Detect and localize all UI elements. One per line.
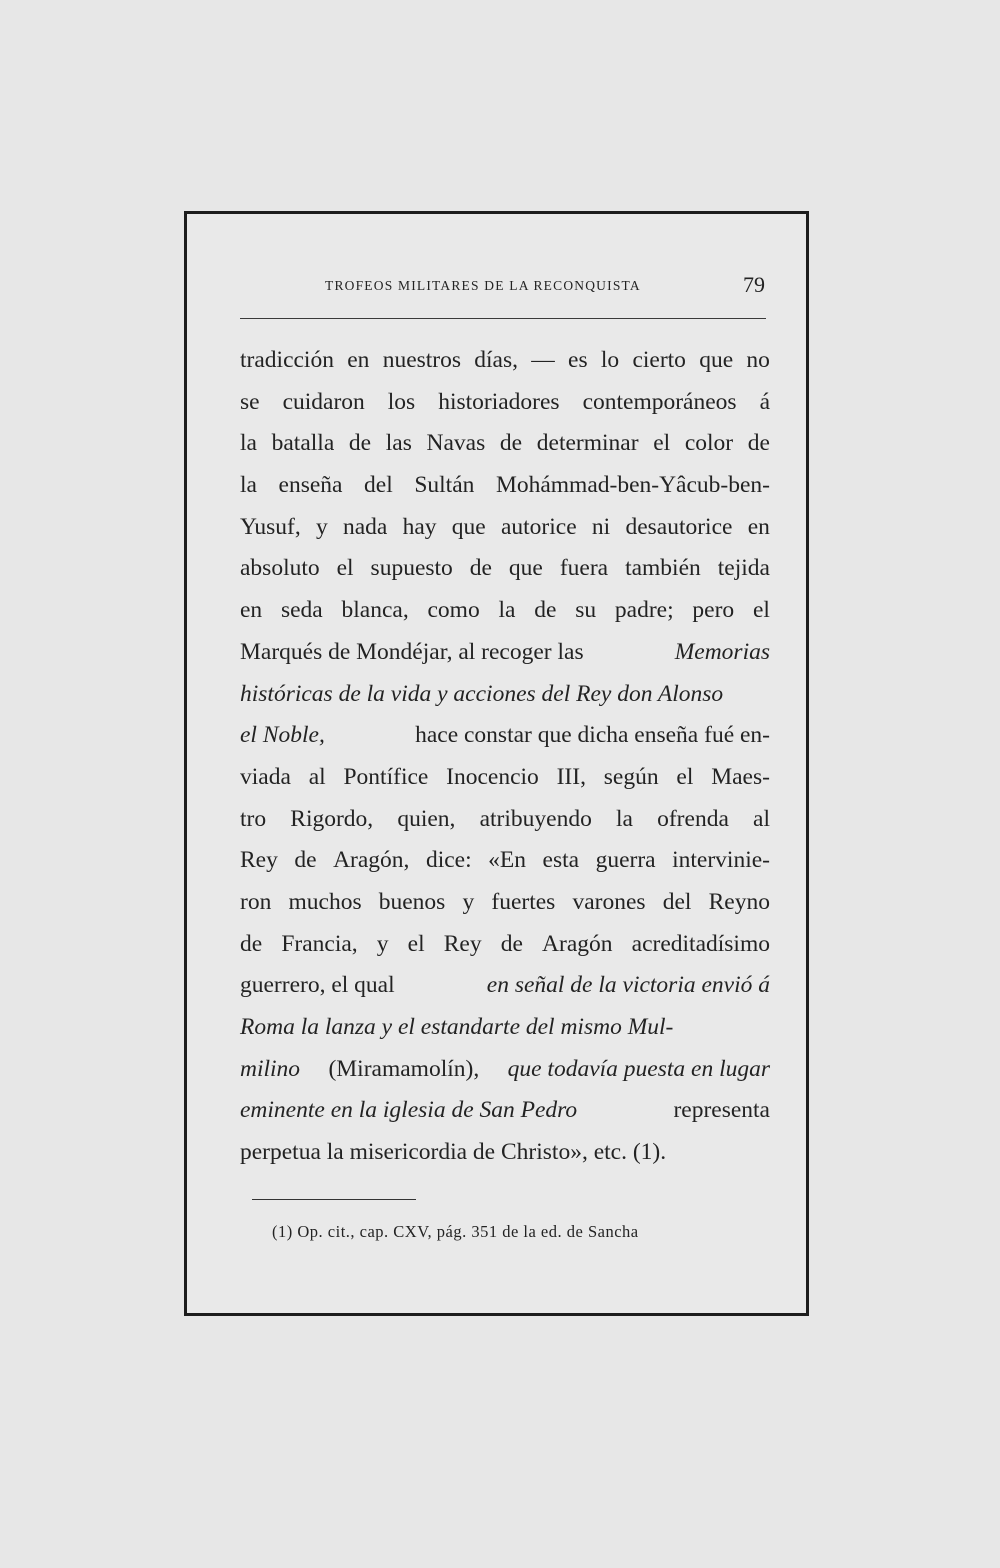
word: según — [603, 763, 659, 790]
word: atribuyendo — [479, 805, 592, 832]
word: autorice — [500, 513, 577, 540]
word: las — [385, 430, 412, 457]
word: el — [676, 763, 694, 790]
word: la — [240, 430, 257, 457]
word: se — [240, 388, 260, 415]
word: días, — [474, 347, 519, 373]
word: Maes- — [711, 763, 770, 790]
word: varones — [572, 888, 646, 915]
word: en — [240, 597, 263, 624]
text-line: perpetua la misericordia de Christo», etc. (1). — [240, 1139, 667, 1166]
word: el — [653, 430, 671, 457]
word: historiadores — [438, 388, 560, 415]
text-line — [240, 799, 770, 841]
word: hay — [402, 513, 437, 540]
italic-quote: Roma la lanza y el estandarte del mismo Mul- — [240, 1014, 674, 1040]
word: ron — [240, 888, 272, 915]
word: «En — [488, 847, 526, 874]
word: fuertes — [491, 888, 556, 915]
word: Reyno — [708, 888, 770, 915]
word: de — [348, 430, 372, 457]
text-segment: guerrero, el qual — [240, 972, 395, 999]
italic-quote: que todavía puesta en lugar — [507, 1055, 770, 1082]
text-segment: Marqués de Mondéjar, al recoger las — [240, 638, 584, 665]
word: los — [387, 388, 416, 415]
text-line — [240, 1090, 770, 1132]
word: Sultán — [414, 472, 475, 499]
text-line — [240, 423, 770, 465]
text-line — [240, 507, 770, 549]
text-line — [240, 382, 770, 424]
word: Navas — [426, 430, 486, 457]
footnote: (1) Op. cit., cap. CXV, pág. 351 de la ed. de Sancha — [272, 1222, 639, 1241]
word: en — [347, 347, 370, 373]
word: pero — [692, 597, 735, 624]
word: el — [407, 930, 425, 957]
text-line — [240, 674, 770, 716]
word: de — [747, 430, 770, 457]
word: determinar — [536, 430, 639, 457]
text-line — [240, 757, 770, 799]
word: al — [753, 805, 770, 832]
italic-title: Memorias — [674, 638, 770, 665]
page-header — [240, 272, 765, 306]
word: blanca, — [341, 597, 409, 624]
italic-quote: milino — [240, 1055, 301, 1082]
word: acreditadísimo — [631, 930, 770, 957]
text-line — [240, 1049, 770, 1091]
word: lo — [600, 347, 620, 373]
word: supuesto — [370, 555, 453, 582]
word: que — [508, 555, 543, 582]
word: de — [240, 930, 263, 957]
word: Pontífice — [343, 763, 429, 790]
word: de — [500, 930, 523, 957]
word: III, — [556, 763, 586, 790]
word: tradicción — [240, 347, 334, 373]
running-head: TROFEOS MILITARES DE LA RECONQUISTA — [325, 278, 641, 293]
word: viada — [240, 763, 291, 790]
word: su — [575, 597, 597, 624]
body-text — [240, 340, 770, 1174]
word: como — [427, 597, 480, 624]
word: desautorice — [625, 513, 733, 540]
word: fuera — [559, 555, 609, 582]
word: también — [625, 555, 701, 582]
italic-title: el Noble, — [240, 722, 325, 749]
word: á — [759, 388, 770, 415]
word: al — [308, 763, 326, 790]
word: nuestros — [382, 347, 462, 373]
text-line — [240, 1007, 770, 1049]
text-line — [240, 590, 770, 632]
word: que — [699, 347, 734, 373]
word: Rigordo, — [290, 805, 374, 832]
italic-title: históricas de la vida y acciones del Rey don Alonso — [240, 680, 724, 707]
word: guerra — [595, 847, 656, 874]
word: padre; — [614, 597, 674, 624]
page-number: 79 — [743, 272, 765, 297]
word: el — [336, 555, 354, 582]
word: del — [662, 888, 692, 915]
word: Rey — [240, 847, 278, 874]
word: cierto — [632, 347, 686, 373]
text-line — [240, 882, 770, 924]
word: no — [746, 347, 770, 373]
word: el — [752, 597, 770, 624]
word: la — [240, 472, 257, 499]
word: contemporáneos — [582, 388, 737, 415]
text-line — [240, 924, 770, 966]
word: intervinie- — [672, 847, 770, 874]
header-rule — [240, 318, 766, 319]
text-segment: hace constar que dicha enseña fué en- — [415, 722, 770, 749]
word: y — [462, 888, 475, 915]
word: es — [568, 347, 588, 373]
word: nada — [342, 513, 388, 540]
word: y — [315, 513, 328, 540]
word: Rey — [443, 930, 482, 957]
word: muchos — [288, 888, 362, 915]
word: batalla — [271, 430, 335, 457]
word: Mohámmad-ben-Yâcub-ben- — [495, 472, 770, 499]
word: absoluto — [240, 555, 320, 582]
word: que — [451, 513, 486, 540]
text-line — [240, 632, 770, 674]
text-line — [240, 548, 770, 590]
word: enseña — [278, 472, 343, 499]
word: la — [615, 805, 633, 832]
word: buenos — [378, 888, 446, 915]
word: quien, — [397, 805, 456, 832]
word: de — [499, 430, 523, 457]
italic-quote: en señal de la victoria envió á — [486, 972, 770, 999]
italic-quote: eminente en la iglesia de San Pedro — [240, 1097, 578, 1124]
footnote-rule — [252, 1199, 416, 1200]
word: tejida — [717, 555, 770, 582]
word: esta — [542, 847, 580, 874]
text-line — [240, 340, 770, 382]
word: Aragón, — [333, 847, 410, 874]
word: de — [534, 597, 557, 624]
word: del — [364, 472, 393, 499]
text-line — [240, 715, 770, 757]
word: ni — [591, 513, 611, 540]
word: ofrenda — [657, 805, 729, 832]
word: — — [531, 347, 555, 373]
word: tro — [240, 805, 267, 832]
word: en — [747, 513, 770, 540]
word: de — [469, 555, 492, 582]
word: color — [684, 430, 734, 457]
word: de — [294, 847, 317, 874]
word: dice: — [425, 847, 472, 874]
word: Yusuf, — [240, 513, 301, 540]
word: Inocencio — [446, 763, 539, 790]
word: Aragón — [542, 930, 613, 957]
word: seda — [280, 597, 323, 624]
text-line — [240, 840, 770, 882]
word: y — [376, 930, 389, 957]
word: cuidaron — [282, 388, 365, 415]
text-line — [240, 965, 770, 1007]
word: la — [498, 597, 516, 624]
text-segment: (Miramamolín), — [328, 1055, 480, 1082]
text-line — [240, 465, 770, 507]
word: Francia, — [281, 930, 358, 957]
text-segment: representa — [673, 1097, 770, 1124]
